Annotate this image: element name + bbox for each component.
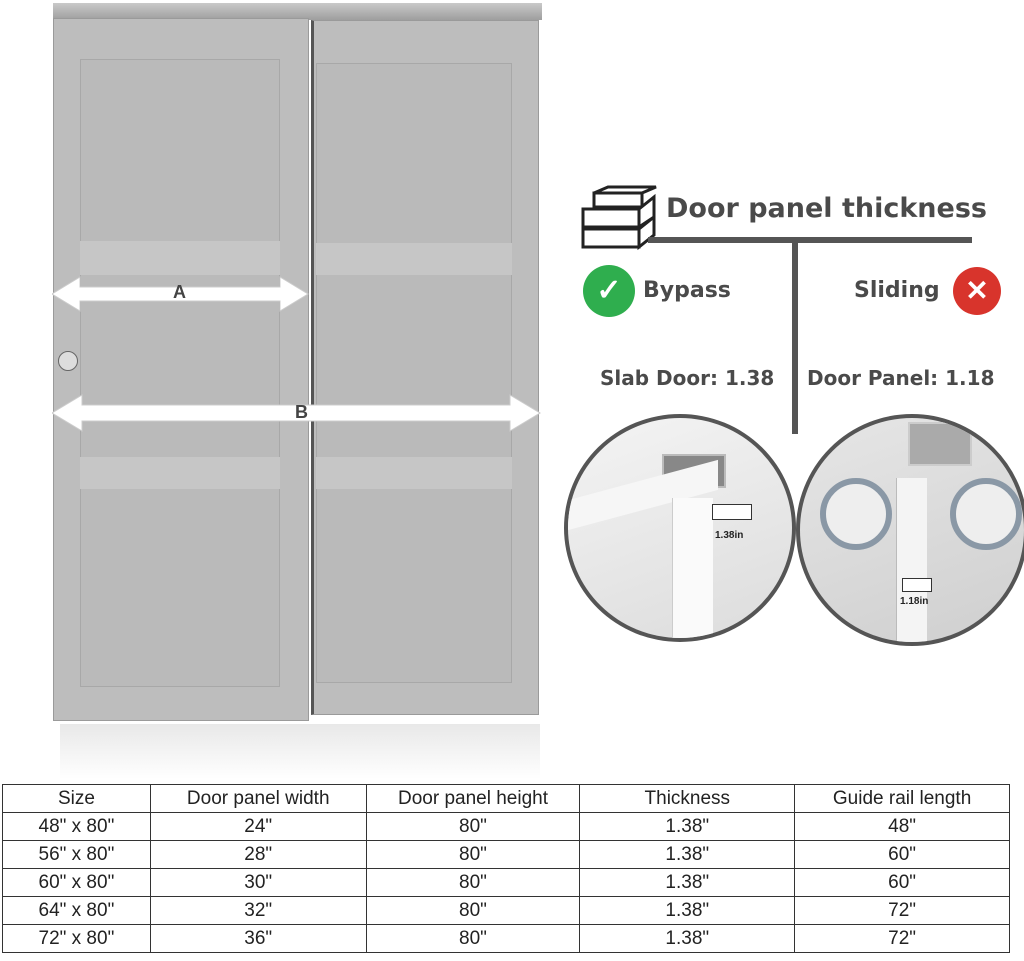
header-thickness: Thickness xyxy=(580,785,795,813)
left-door-panel xyxy=(53,18,309,721)
ruler-icon xyxy=(712,504,752,520)
label-b: B xyxy=(295,402,308,422)
slab-door-thickness: Slab Door: 1.38 xyxy=(600,366,775,390)
table-cell: 72" xyxy=(795,897,1010,925)
ruler-icon xyxy=(902,578,932,592)
table-cell: 80" xyxy=(366,813,580,841)
table-cell: 80" xyxy=(366,897,580,925)
header-rail-length: Guide rail length xyxy=(795,785,1010,813)
table-cell: 32" xyxy=(150,897,366,925)
table-header-row xyxy=(3,785,1010,813)
divider-horizontal xyxy=(648,237,972,243)
table-row xyxy=(3,841,1010,869)
table-cell: 80" xyxy=(366,841,580,869)
header-panel-width: Door panel width xyxy=(150,785,366,813)
table-cell: 1.38" xyxy=(580,925,795,953)
table-cell: 60" x 80" xyxy=(3,869,151,897)
table-cell: 48" x 80" xyxy=(3,813,151,841)
table-cell: 1.38" xyxy=(580,869,795,897)
bypass-closeup-image xyxy=(564,414,796,642)
cross-icon: ✕ xyxy=(953,267,1001,315)
table-cell: 1.38" xyxy=(580,813,795,841)
table-cell: 24" xyxy=(150,813,366,841)
table-cell: 30" xyxy=(150,869,366,897)
table-cell: 60" xyxy=(795,869,1010,897)
right-measure: 1.18in xyxy=(900,596,929,607)
table-row xyxy=(3,813,1010,841)
sliding-label: Sliding xyxy=(854,278,940,303)
table-cell: 72" xyxy=(795,925,1010,953)
check-icon: ✓ xyxy=(583,265,635,317)
table-cell: 72" x 80" xyxy=(3,925,151,953)
table-row xyxy=(3,869,1010,897)
header-size: Size xyxy=(3,785,151,813)
right-door-panel xyxy=(311,20,539,715)
bypass-label: Bypass xyxy=(643,278,731,303)
door-handle xyxy=(58,351,78,371)
table-cell: 36" xyxy=(150,925,366,953)
header-panel-height: Door panel height xyxy=(366,785,580,813)
thickness-title: Door panel thickness xyxy=(666,193,987,224)
table-cell: 80" xyxy=(366,869,580,897)
door-panel-thickness: Door Panel: 1.18 xyxy=(807,366,995,390)
table-cell: 48" xyxy=(795,813,1010,841)
sliding-closeup-image xyxy=(796,414,1024,646)
divider-vertical xyxy=(792,240,798,434)
table-cell: 60" xyxy=(795,841,1010,869)
table-cell: 56" x 80" xyxy=(3,841,151,869)
table-cell: 64" x 80" xyxy=(3,897,151,925)
size-table xyxy=(2,784,1010,953)
table-cell: 28" xyxy=(150,841,366,869)
left-measure: 1.38in xyxy=(715,530,744,541)
table-cell: 1.38" xyxy=(580,897,795,925)
table-row xyxy=(3,925,1010,953)
label-a: A xyxy=(173,282,186,302)
table-cell: 80" xyxy=(366,925,580,953)
table-cell: 1.38" xyxy=(580,841,795,869)
table-row xyxy=(3,897,1010,925)
